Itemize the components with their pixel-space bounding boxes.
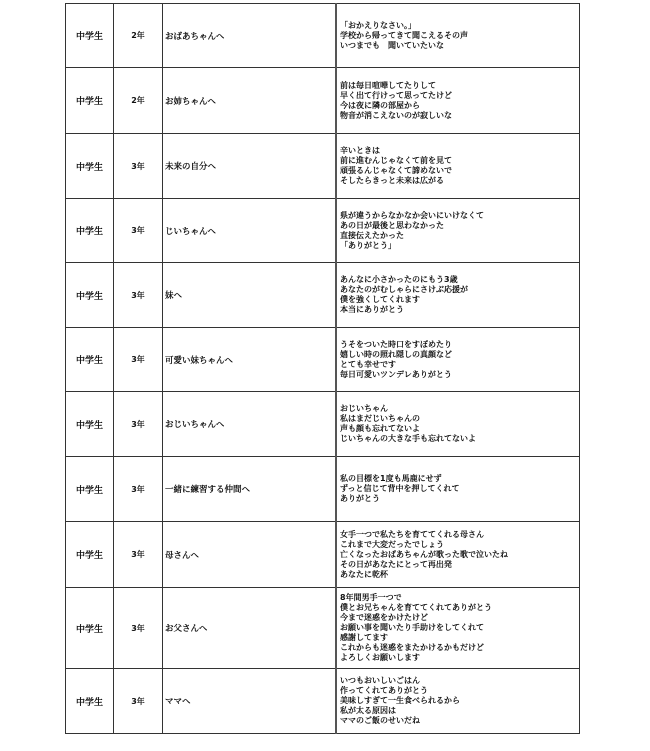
message-line: 早く出て行けって思ってたけど — [340, 90, 452, 100]
message-line: じいちゃんの大きな手も忘れてないよ — [340, 434, 476, 443]
category-cell: 中学生 — [66, 669, 114, 734]
message-line: 前に進むんじゃなくて前を見て — [340, 156, 452, 165]
message-line: 感謝してます — [340, 633, 388, 642]
message-line: 今まで迷惑をかけたけど — [340, 613, 428, 622]
recipient-cell: 一緒に練習する仲間へ — [163, 457, 337, 522]
recipient-cell: 母さんへ — [163, 522, 337, 588]
message-line: 前は毎日喧嘩してたりして — [340, 80, 436, 90]
message-line: 物音が消こえないのが寂しいな — [340, 110, 452, 120]
message-line: 頑張るんじゃなくて諦めないで — [340, 166, 452, 175]
message-cell — [336, 457, 580, 522]
table-row — [66, 669, 580, 734]
message-line: いつまでも 聞いていたいな — [340, 40, 444, 50]
grade-cell: 2年 — [114, 4, 163, 68]
message-cell — [336, 522, 580, 588]
grade-cell: 3年 — [114, 328, 163, 392]
grade-cell: 3年 — [114, 457, 163, 522]
message-line: ありがとう — [340, 494, 380, 503]
grade-cell: 3年 — [114, 392, 163, 457]
message-line: ずっと信じて背中を押してくれて — [340, 484, 460, 493]
message-line: 嬉しい時の照れ隠しの真顔など — [340, 349, 452, 359]
message-cell — [336, 263, 580, 328]
message-line: 私の目標を1度も馬鹿にせず — [340, 474, 442, 483]
category-cell: 中学生 — [66, 522, 114, 588]
message-line: 「おかえりなさい。」 — [340, 20, 416, 30]
table-row — [66, 328, 580, 392]
message-cell — [336, 669, 580, 734]
grade-cell: 3年 — [114, 263, 163, 328]
messages-table-body — [66, 4, 580, 734]
category-cell: 中学生 — [66, 199, 114, 263]
recipient-cell: 妹へ — [163, 263, 337, 328]
message-line: いつもおいしいごはん — [340, 676, 420, 685]
category-cell: 中学生 — [66, 4, 114, 68]
recipient-cell: ママへ — [163, 669, 337, 734]
message-cell — [336, 392, 580, 457]
message-line: あの日が最後と思わなかった — [340, 220, 444, 230]
message-cell — [336, 199, 580, 263]
category-cell: 中学生 — [66, 392, 114, 457]
message-cell — [336, 134, 580, 199]
message-line: あなたに乾杯 — [340, 569, 388, 579]
recipient-cell: おじいちゃんへ — [163, 392, 337, 457]
message-line: 私はまだじいちゃんの — [340, 414, 420, 423]
grade-cell: 3年 — [114, 134, 163, 199]
grade-cell: 3年 — [114, 669, 163, 734]
message-line: おじいちゃん — [340, 404, 388, 413]
message-cell — [336, 68, 580, 134]
grade-cell: 3年 — [114, 588, 163, 669]
message-line: よろしくお願いします — [340, 653, 420, 662]
message-line: そしたらきっと未来は広がる — [340, 176, 444, 185]
message-line: 作ってくれてありがとう — [340, 686, 428, 695]
message-line: 直接伝えたかった — [340, 230, 404, 240]
recipient-cell: 未来の自分へ — [163, 134, 337, 199]
table-row — [66, 392, 580, 457]
message-line: これまで大変だったでしょう — [340, 539, 444, 549]
message-line: 声も顔も忘れてないよ — [340, 424, 420, 433]
message-line: これからも迷惑をまたかけるかもだけど — [340, 643, 484, 652]
message-line: 学校から帰ってきて聞こえるその声 — [340, 30, 468, 40]
category-cell: 中学生 — [66, 134, 114, 199]
message-line: 女手一つで私たちを育ててくれる母さん — [340, 529, 484, 539]
message-cell — [336, 4, 580, 68]
message-line: 僕を強くしてくれます — [340, 295, 420, 304]
message-line: 県が違うからなかなか会いにいけなくて — [340, 210, 484, 220]
grade-cell: 3年 — [114, 199, 163, 263]
message-cell — [336, 588, 580, 669]
recipient-cell: お父さんへ — [163, 588, 337, 669]
category-cell: 中学生 — [66, 457, 114, 522]
message-line: 私が太る原因は — [340, 706, 396, 715]
message-line: 美味しすぎて一生食べられるから — [340, 696, 460, 705]
message-line: あんなに小さかったのにもう3歳 — [340, 275, 458, 284]
table-row — [66, 134, 580, 199]
recipient-cell: 可愛い妹ちゃんへ — [163, 328, 337, 392]
messages-table — [65, 3, 580, 734]
message-line: その日があなたにとって再出発 — [340, 559, 452, 569]
recipient-cell: おばあちゃんへ — [163, 4, 337, 68]
message-line: 本当にありがとう — [340, 305, 404, 314]
grade-cell: 3年 — [114, 522, 163, 588]
table-row — [66, 522, 580, 588]
table-row — [66, 4, 580, 68]
recipient-cell: お姉ちゃんへ — [163, 68, 337, 134]
message-cell — [336, 328, 580, 392]
message-line: とても幸せです — [340, 359, 396, 369]
category-cell: 中学生 — [66, 263, 114, 328]
message-line: うそをついた時口をすぼめたり — [340, 339, 452, 349]
category-cell: 中学生 — [66, 588, 114, 669]
table-row — [66, 457, 580, 522]
message-line: 僕とお兄ちゃんを育ててくれてありがとう — [340, 603, 492, 612]
message-line: ママのご飯のせいだね — [340, 716, 420, 725]
message-line: 亡くなったおばあちゃんが歌った歌で泣いたね — [340, 549, 508, 559]
table-row — [66, 199, 580, 263]
table-row — [66, 588, 580, 669]
recipient-cell: じいちゃんへ — [163, 199, 337, 263]
category-cell: 中学生 — [66, 328, 114, 392]
grade-cell: 2年 — [114, 68, 163, 134]
message-line: お願い事を聞いたり手助けをしてくれて — [340, 623, 484, 632]
message-line: 毎日可愛いツンデレありがとう — [340, 369, 452, 379]
table-row — [66, 68, 580, 134]
message-line: 8年間男手一つで — [340, 593, 402, 602]
category-cell: 中学生 — [66, 68, 114, 134]
table-row — [66, 263, 580, 328]
message-line: 辛いときは — [340, 146, 380, 155]
message-line: 今は夜に隣の部屋から — [340, 100, 420, 110]
message-line: あなたのがむしゃらにさけぶ応援が — [340, 285, 468, 294]
message-line: 「ありがとう」 — [340, 240, 396, 250]
